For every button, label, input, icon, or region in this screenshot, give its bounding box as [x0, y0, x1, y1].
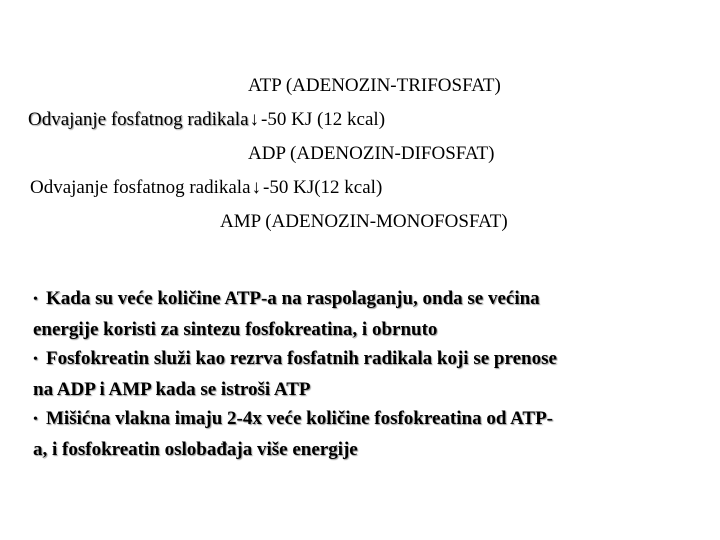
- bullet-item: [33, 344, 703, 404]
- bullet-icon: •: [33, 412, 38, 427]
- down-arrow-icon: ↓: [251, 177, 262, 198]
- amp-label: AMP (ADENOZIN-MONOFOSFAT): [220, 211, 508, 232]
- bullet-list: [33, 284, 703, 464]
- bullet-line: [33, 404, 703, 435]
- step-2-label: Odvajanje fosfatnog radikala: [30, 177, 251, 198]
- down-arrow-icon: ↓: [249, 109, 260, 130]
- bullet-text: a, i fosfokreatin oslobađaja više energije: [33, 438, 358, 460]
- adp-label: ADP (ADENOZIN-DIFOSFAT): [248, 143, 495, 164]
- step-1-row: [28, 108, 385, 132]
- bullet-text: na ADP i AMP kada se istroši ATP: [33, 378, 311, 400]
- bullet-icon: •: [33, 352, 38, 367]
- step-2-energy: -50 KJ(12 kcal): [263, 177, 383, 198]
- bullet-text: Kada su veće količine ATP-a na raspolaganju, onda se većina: [46, 288, 540, 309]
- bullet-text: energije koristi za sintezu fosfokreatina, i obrnuto: [33, 318, 438, 340]
- step-1-energy: -50 KJ (12 kcal): [261, 109, 386, 130]
- bullet-item: [33, 284, 703, 344]
- bullet-line: [33, 344, 703, 375]
- step-2-row: [30, 176, 382, 200]
- bullet-icon: •: [33, 292, 38, 307]
- step-1-label: Odvajanje fosfatnog radikala: [28, 109, 249, 130]
- bullet-line: [33, 284, 703, 315]
- bullet-text: Fosfokreatin služi kao rezrva fosfatnih radikala koji se prenose: [46, 348, 557, 369]
- bullet-text: Mišićna vlakna imaju 2-4x veće količine fosfokreatina od ATP-: [46, 408, 554, 429]
- atp-label: ATP (ADENOZIN-TRIFOSFAT): [248, 75, 501, 96]
- bullet-item: [33, 404, 703, 464]
